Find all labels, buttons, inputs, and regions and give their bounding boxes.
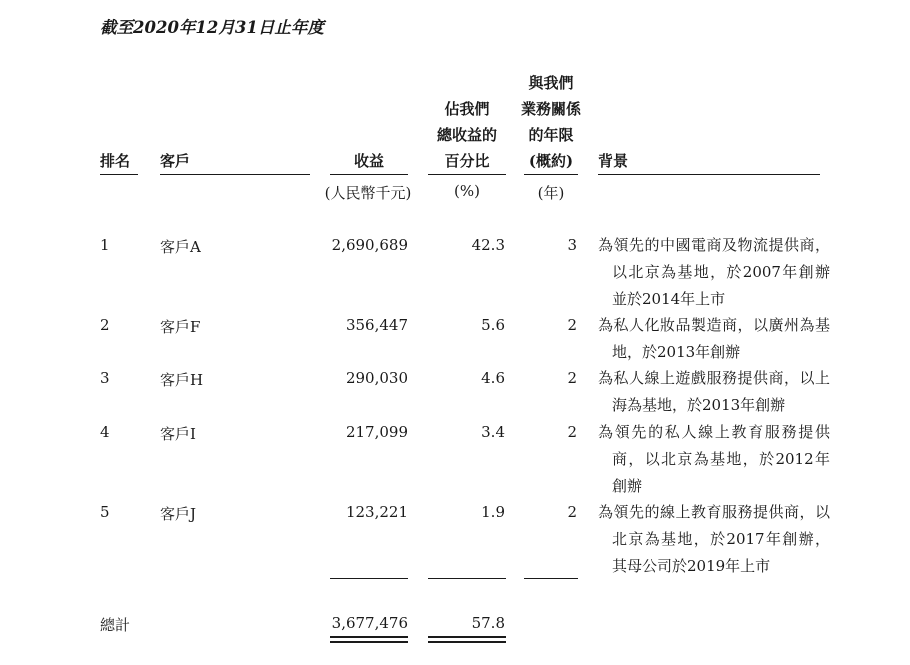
unit-revenue: (人民幣千元) [324,184,412,202]
row-3-percentage: 4.6 [481,369,505,387]
header-customer: 客戶 [160,152,191,170]
header-percentage: 佔我們 總收益的 百分比 [436,100,497,170]
unit-percentage: (%) [454,182,480,200]
total-double-rule-percentage-top [428,636,506,638]
total-double-rule-revenue-top [330,636,408,638]
row-4-background: 為領先的私人線上教育服務提供商，以北京為基地，於2012年創辦 [598,423,830,495]
header-rule-rank [100,174,138,175]
header-rank: 排名 [100,152,131,170]
subtotal-rule-years [524,578,578,579]
row-2-background: 為私人化妝品製造商，以廣州為基地，於2013年創辦 [598,316,830,361]
row-3-rank: 3 [100,369,110,387]
row-5-revenue: 123,221 [345,503,408,521]
total-percentage: 57.8 [471,614,505,632]
header-rule-years [524,174,578,175]
header-years: 與我們 業務關係 的年限 (概約) [520,74,581,170]
header-rule-background [598,174,820,175]
row-1-revenue: 2,690,689 [331,236,408,254]
row-4-years: 2 [567,423,577,441]
row-4-customer: 客戶I [160,425,196,443]
header-revenue: 收益 [353,152,384,170]
row-4-rank: 4 [100,423,110,441]
header-background: 背景 [598,152,629,170]
header-rule-customer [160,174,310,175]
row-1-percentage: 42.3 [471,236,505,254]
subtotal-rule-revenue [330,578,408,579]
total-revenue: 3,677,476 [331,614,408,632]
row-3-customer: 客戶H [160,371,204,389]
row-4-revenue: 217,099 [345,423,408,441]
row-1-background: 為領先的中國電商及物流提供商，以北京為基地，於2007年創辦並於2014年上市 [598,236,830,308]
subtotal-rule-percentage [428,578,506,579]
row-2-years: 2 [567,316,577,334]
total-double-rule-percentage-bottom [428,641,506,643]
row-5-years: 2 [567,503,577,521]
total-double-rule-revenue-bottom [330,641,408,643]
row-1-rank: 1 [100,236,110,254]
total-label: 總計 [100,616,131,634]
row-5-rank: 5 [100,503,110,521]
row-5-customer: 客戶J [160,505,197,523]
row-4-percentage: 3.4 [481,423,505,441]
row-1-customer: 客戶A [160,238,201,256]
row-5-percentage: 1.9 [481,503,505,521]
unit-years: (年) [537,184,565,202]
row-1-years: 3 [567,236,577,254]
header-rule-percentage [428,174,506,175]
row-3-background: 為私人線上遊戲服務提供商，以上海為基地，於2013年創辦 [598,369,830,414]
row-5-background: 為領先的線上教育服務提供商，以北京為基地，於2017年創辦，其母公司於2019年上市 [598,503,830,575]
header-rule-revenue [330,174,408,175]
row-2-percentage: 5.6 [481,316,505,334]
row-3-revenue: 290,030 [345,369,408,387]
row-2-revenue: 356,447 [345,316,408,334]
row-2-customer: 客戶F [160,318,201,336]
row-3-years: 2 [567,369,577,387]
row-2-rank: 2 [100,316,110,334]
document-title: 截至2020年12月31日止年度 [100,18,324,37]
